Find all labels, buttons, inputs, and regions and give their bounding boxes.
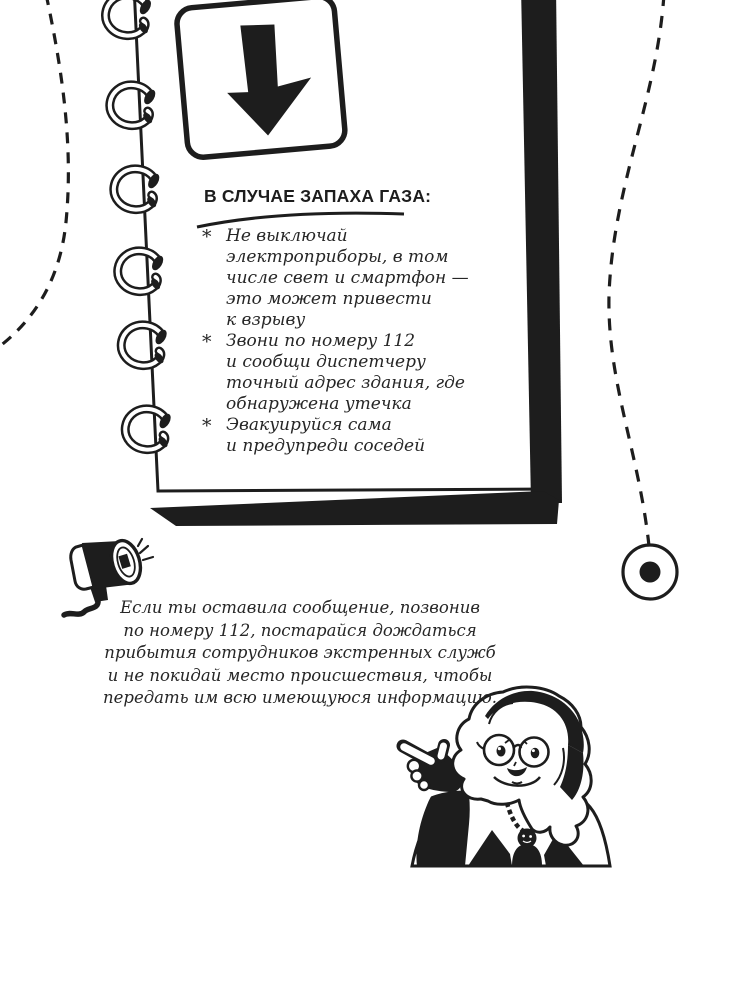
list-line: обнаружена утечка: [226, 394, 412, 414]
section-heading: В СЛУЧАЕ ЗАПАХА ГАЗА:: [204, 186, 432, 206]
list-line: Звони по номеру 112: [226, 331, 416, 351]
down-arrow-icon: [176, 0, 346, 159]
list-line: числе свет и смартфон —: [226, 268, 469, 288]
note-line: передать им всю имеющуюся информацию.: [102, 688, 497, 707]
advice-note: [88, 597, 512, 710]
gas-instructions-list: [202, 226, 532, 457]
list-line: и предупреди соседей: [226, 436, 426, 456]
bullet-asterisk: *: [202, 226, 212, 248]
list-line: Не выключай: [226, 226, 348, 246]
list-line: к взрыву: [226, 310, 306, 330]
notebook-bottom-shadow: [150, 491, 559, 526]
dot-circle-icon: [623, 545, 677, 599]
note-line: по номеру 112, постарайся дождаться: [123, 620, 477, 640]
note-line: прибытия сотрудников экстренных служб: [104, 643, 496, 662]
list-item: [202, 415, 532, 457]
list-line: и сообщи диспетчеру: [226, 352, 426, 372]
list-line: электроприборы, в том: [226, 247, 449, 267]
list-line: точный адрес здания, где: [226, 373, 465, 393]
dashed-line-right: [609, 0, 677, 599]
list-line: Эвакуируйся сама: [226, 415, 392, 435]
list-item: [202, 226, 532, 331]
list-line: это может привести: [226, 289, 432, 309]
list-item: [202, 331, 532, 415]
bullet-asterisk: *: [202, 415, 212, 437]
dashed-line-left: [0, 0, 68, 352]
note-line: и не покидай место происшествия, чтобы: [107, 665, 493, 685]
pointing-girl-illustration: [403, 687, 610, 866]
note-line: Если ты оставила сообщение, позвонив: [120, 598, 480, 617]
spiral-ring-icon: [106, 0, 154, 36]
bullet-asterisk: *: [202, 331, 212, 353]
